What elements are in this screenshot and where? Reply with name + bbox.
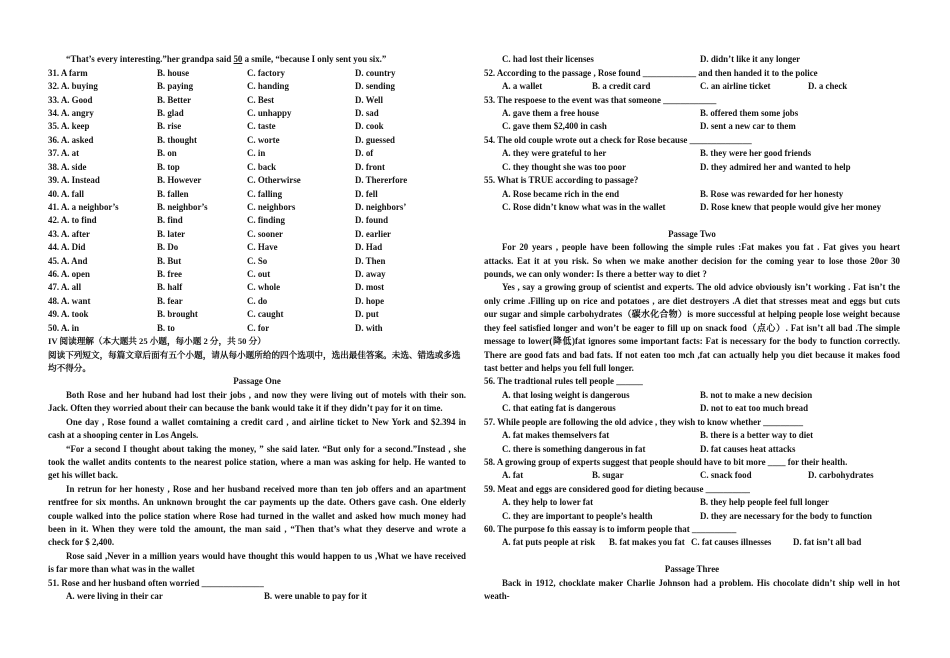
- option-a: A. they were grateful to her: [502, 148, 607, 159]
- option-text: A. Instead: [60, 175, 100, 186]
- option-text: A. Did: [60, 242, 86, 253]
- option-text: A. a neighbor’s: [60, 201, 119, 212]
- option-a: A. fat makes themselvers fat: [502, 430, 610, 441]
- option-c: C. Rose didn’t know what was in the wallet: [502, 201, 666, 212]
- option-d: D. guessed: [355, 134, 395, 145]
- question-number: 46.: [48, 269, 60, 280]
- option-a: A. that losing weight is dangerous: [502, 389, 630, 400]
- question-number: 47.: [48, 282, 60, 293]
- option-text: A. angry: [60, 107, 94, 118]
- cloze-question: [48, 308, 466, 321]
- option-text: A. Good: [60, 94, 93, 105]
- option-c: C. finding: [247, 215, 285, 226]
- paragraph-line: couple walked into the police station where Rose had turned in the wallet and asked how much money had: [48, 510, 466, 521]
- question-number: 39.: [48, 175, 60, 186]
- cloze-question: [48, 295, 466, 308]
- question-options: [484, 161, 900, 174]
- option-text: A. want: [60, 295, 91, 306]
- option-a: [48, 214, 97, 227]
- question-options: [484, 510, 900, 523]
- option-a: A. were living in their car: [66, 591, 163, 602]
- passage-title: Passage Three: [664, 564, 720, 575]
- option-text: A. buying: [60, 81, 98, 92]
- option-b: B. fat makes you fat: [609, 537, 685, 548]
- question-options: [484, 389, 900, 402]
- option-d: D. country: [355, 67, 396, 78]
- cloze-question: [48, 67, 466, 80]
- paragraph-line: Both Rose and her huband had lost their jobs , and now they were living out of motels with their son.: [66, 389, 466, 400]
- paragraph-line: check for $ 2,400.: [48, 537, 115, 548]
- cloze-text-after: a smile, “because I only sent you six.”: [242, 54, 387, 65]
- option-d: D. Then: [355, 255, 386, 266]
- option-b: B. were unable to pay for it: [264, 591, 367, 602]
- option-c: C. out: [247, 269, 271, 280]
- paragraph-line: Back in 1912, chocklate maker Charlie Johnson had a problem. His chocolate didn’t ship well in hot: [502, 577, 900, 588]
- option-text: A. at: [60, 148, 80, 159]
- cloze-question: [48, 214, 466, 227]
- option-b: B. fallen: [157, 188, 189, 199]
- cloze-question: [48, 147, 466, 160]
- option-b: B. Do: [157, 242, 179, 253]
- option-d: D. fat isn’t all bad: [793, 537, 862, 548]
- option-d: D. neighbors’: [355, 201, 407, 212]
- option-a: [48, 94, 92, 107]
- question-stem: 52. According to the passage , Rose found ____________ and then handed it to the police: [484, 67, 818, 78]
- option-c: C. an airline ticket: [700, 81, 771, 92]
- option-d: D. Rose knew that people would give her money: [700, 201, 882, 212]
- cloze-options-list: [48, 67, 466, 335]
- option-d: D. Well: [355, 94, 383, 105]
- paragraph-line: There are good fats and bad fats. If not eaten too mch ,fat can actually help you diet because it makes food: [484, 349, 900, 360]
- question-options: [484, 469, 900, 482]
- option-b: B. neighbor’s: [157, 201, 208, 212]
- option-c: C. for: [247, 322, 270, 333]
- option-b: B. thought: [157, 134, 197, 145]
- option-c: C. there is something dangerous in fat: [502, 443, 646, 454]
- option-b: B. sugar: [592, 470, 624, 481]
- option-d: D. most: [355, 282, 385, 293]
- paragraph-line: tast better and helps you fell full longer.: [484, 363, 634, 373]
- option-d: D. away: [355, 269, 386, 280]
- option-d: D. hope: [355, 295, 385, 306]
- paragraph-line: message to lower(降低)fat ignores some important facts: Fat is necessary for the body to function correctly.: [484, 336, 900, 347]
- question-number: 48.: [48, 295, 60, 306]
- paragraph: [48, 389, 466, 416]
- option-b: B. a credit card: [592, 81, 651, 92]
- option-text: A. after: [60, 228, 90, 239]
- question-options: [48, 590, 466, 603]
- option-c: C. whole: [247, 282, 281, 293]
- paragraph: [484, 577, 900, 604]
- cloze-question: [48, 188, 466, 201]
- option-a: [48, 107, 94, 120]
- question-options: [484, 536, 900, 549]
- option-c: C. handing: [247, 81, 289, 92]
- paragraph-line: get his willet back.: [48, 470, 119, 481]
- option-b: B. free: [157, 269, 182, 280]
- paragraph-line: been in it. When they were told the amount, the man said , “Then that’s what they deserve and wrote a: [48, 524, 466, 535]
- option-b: B. Better: [157, 94, 192, 105]
- paragraph: [484, 281, 900, 375]
- option-c: C. Have: [247, 242, 278, 253]
- option-text: A. to find: [60, 215, 97, 226]
- spacer: [484, 214, 900, 227]
- option-d: D. sent a new car to them: [700, 121, 796, 132]
- question-options: [484, 147, 900, 160]
- question-options: [484, 120, 900, 133]
- option-c: C. back: [247, 161, 277, 172]
- paragraph-line: only crime .Filling up on rice and potatoes , are diet destroyers .A diet that stresses meat and eggs but cuts: [484, 295, 900, 306]
- option-a: [48, 67, 88, 80]
- cloze-passage-last-sentence: [48, 53, 466, 66]
- option-a: [48, 295, 90, 308]
- option-b: B. offered them some jobs: [700, 107, 799, 118]
- option-c: C. neighbors: [247, 201, 296, 212]
- paragraph: [484, 241, 900, 281]
- option-b: B. to: [157, 322, 175, 333]
- option-a: [48, 174, 100, 187]
- paragraph-line: cash at a shooping center in Los Angels.: [48, 430, 199, 441]
- cloze-question: [48, 107, 466, 120]
- option-b: B. glad: [157, 107, 184, 118]
- option-b: B. they were her good friends: [700, 148, 812, 159]
- question-number: 37.: [48, 148, 60, 159]
- cloze-question: [48, 201, 466, 214]
- question-options: [484, 80, 900, 93]
- option-a: [48, 188, 84, 201]
- cloze-question: [48, 255, 466, 268]
- right-column: [484, 53, 900, 603]
- option-a: [48, 201, 119, 214]
- cloze-question: [48, 120, 466, 133]
- option-text: A. side: [60, 161, 87, 172]
- option-c: C. taste: [247, 121, 276, 132]
- option-a: A. Rose became rich in the end: [502, 188, 620, 199]
- paragraph-line: they feel satisfied longer and won’t be eager to fill up on snack food（点心）. Fat isn’t all bad .The simple: [484, 322, 900, 333]
- question-options: [484, 402, 900, 415]
- question-number: 33.: [48, 94, 60, 105]
- passage-title: Passage Two: [668, 228, 716, 239]
- paragraph: [48, 443, 466, 483]
- option-b: B. But: [157, 255, 182, 266]
- cloze-question: [48, 241, 466, 254]
- paragraph-line: Yes , say a growing group of scientist and experts. The old advice obviously isn’t working . Fat isn’t the: [502, 282, 900, 293]
- question-number: 50.: [48, 322, 60, 333]
- option-d: D. they admired her and wanted to help: [700, 161, 851, 172]
- option-c: C. Best: [247, 94, 275, 105]
- paragraph-line: attacks. Eat it at you risk. So when we make another decision for the coming year to lose those 20or 30: [484, 255, 900, 266]
- option-d: D. fat causes heat attacks: [700, 443, 796, 454]
- cloze-text-before: “That’s every interesting.”her grandpa said: [66, 54, 234, 65]
- option-d: D. put: [355, 309, 379, 320]
- option-b: B. top: [157, 161, 180, 172]
- option-a: A. fat: [502, 470, 524, 481]
- option-d: D. of: [355, 148, 374, 159]
- instructions-line: 阅读下列短文，每篇文章后面有五个小题，请从每小题所给的四个选项中，选出最佳答案。未选、错选或多选: [48, 349, 461, 360]
- option-a: [48, 308, 88, 321]
- option-a: A. a wallet: [502, 81, 543, 92]
- paragraph-line: In retrun for her honesty , Rose and her husband received more than ten job offers and an apartment: [66, 483, 466, 494]
- question-stem: 58. A growing group of experts suggest that people should have to bit more ____ for their health.: [484, 456, 848, 467]
- option-b: B. However: [157, 175, 202, 186]
- question-number: 41.: [48, 201, 60, 212]
- option-c: C. factory: [247, 67, 285, 78]
- cloze-question: [48, 322, 466, 335]
- option-a: [48, 268, 90, 281]
- option-d: D. Had: [355, 242, 383, 253]
- option-d: D. they are necessary for the body to function: [700, 510, 872, 521]
- cloze-question: [48, 174, 466, 187]
- cloze-question: [48, 281, 466, 294]
- option-c: C. gave them $2,400 in cash: [502, 121, 607, 132]
- option-a: [48, 161, 86, 174]
- question-number: 43.: [48, 228, 60, 239]
- option-a: [48, 120, 89, 133]
- option-a: [48, 228, 90, 241]
- question-stem: 51. Rose and her husband often worried ______________: [48, 577, 264, 588]
- option-text: A. And: [60, 255, 88, 266]
- passage-title: Passage One: [233, 376, 281, 387]
- option-d: D. carbohydrates: [808, 470, 874, 481]
- option-c: C. snack food: [700, 470, 752, 481]
- option-a: [48, 147, 79, 160]
- question-stem: 60. The purpose fo this eassay is to imform people that __________: [484, 524, 737, 535]
- option-b: B. Rose was rewarded for her honesty: [700, 188, 844, 199]
- left-column: [48, 53, 466, 603]
- question-stem: 59. Meat and eggs are considered good for dieting because __________: [484, 483, 750, 494]
- option-a: A. gave them a free house: [502, 107, 599, 118]
- paragraph-line: For 20 years , people have been following the simple rules :Fat makes you fat . Fat gives you heart: [502, 242, 900, 253]
- option-d: D. cook: [355, 121, 384, 132]
- question-options: [484, 429, 900, 442]
- paragraph: [48, 416, 466, 443]
- spacer: [484, 550, 900, 563]
- option-a: [48, 281, 81, 294]
- instructions-line: 均不得分。: [48, 363, 91, 373]
- cloze-question: [48, 80, 466, 93]
- paragraph-line: rentfree for six months. An unknown brought the car payments up the date. Others gave cash. One elderly: [48, 497, 466, 508]
- option-c: C. in: [247, 148, 266, 159]
- paragraph-line: “For a second I thought about taking the money, ” she said later. “But only for a second.”Instead , she: [66, 443, 466, 454]
- option-c: C. unhappy: [247, 107, 292, 118]
- option-d: D. with: [355, 322, 383, 333]
- option-text: A. asked: [60, 134, 94, 145]
- option-text: A farm: [60, 67, 88, 78]
- option-text: A. open: [60, 269, 90, 280]
- option-d: D. didn’t like it any longer: [700, 54, 801, 65]
- question-number: 49.: [48, 309, 60, 320]
- question-number: 34.: [48, 107, 60, 118]
- option-b: B. half: [157, 282, 183, 293]
- paragraph-line: One day , Rose found a wallet comtaining a credit card , and airline ticket to New York and $2.394 in: [66, 416, 466, 427]
- option-c: C. they are important to people’s health: [502, 510, 653, 521]
- option-d: D. sad: [355, 107, 379, 118]
- paragraph-line: took the wallet andits contents to the nearest police station, where a man was asking for help. He wanted to: [48, 456, 466, 467]
- paragraph-line: Rose said ,Never in a million years would have thought this would happen to us ,What we have received: [66, 550, 466, 561]
- cloze-question: [48, 94, 466, 107]
- question-stem: 57. While people are following the old advice , they wish to know whether _________: [484, 416, 804, 427]
- option-a: [48, 255, 87, 268]
- option-d: D. earlier: [355, 228, 391, 239]
- question-stem: 53. The respoese to the event was that someone ____________: [484, 94, 717, 105]
- option-c: C. caught: [247, 309, 284, 320]
- option-c: C. falling: [247, 188, 283, 199]
- option-a: [48, 80, 98, 93]
- question-options: [484, 53, 900, 66]
- cloze-question: [48, 268, 466, 281]
- cloze-question: [48, 228, 466, 241]
- option-b: B. brought: [157, 309, 198, 320]
- question-number: 40.: [48, 188, 60, 199]
- option-b: B. they help people feel full longer: [700, 497, 829, 508]
- question-number: 38.: [48, 161, 60, 172]
- paragraph-line: pounds, we can only wonder: Is there a better way to diet ?: [484, 269, 707, 280]
- paragraph: [48, 483, 466, 550]
- option-c: C. do: [247, 295, 268, 306]
- option-d: D. sending: [355, 81, 395, 92]
- option-text: A. took: [60, 309, 89, 320]
- option-b: B. not to make a new decision: [700, 389, 813, 400]
- option-c: C. that eating fat is dangerous: [502, 403, 616, 414]
- option-text: A. fall: [60, 188, 84, 199]
- option-b: B. house: [157, 67, 190, 78]
- option-c: C. worte: [247, 134, 280, 145]
- option-d: D. a check: [808, 81, 848, 92]
- question-options: [484, 443, 900, 456]
- question-number: 35.: [48, 121, 60, 132]
- question-number: 42.: [48, 215, 60, 226]
- paragraph-line: Jack. Often they worried about their can because the bank would take it if they didn’t pay for it on time.: [48, 403, 443, 414]
- question-stem: 54. The old couple wrote out a check for Rose because ______________: [484, 134, 752, 145]
- question-number: 44.: [48, 242, 60, 253]
- question-number: 45.: [48, 255, 60, 266]
- question-number: 31.: [48, 67, 60, 78]
- paragraph-line: weath-: [484, 591, 510, 602]
- paragraph: [48, 550, 466, 577]
- cloze-question: [48, 134, 466, 147]
- option-c: C. So: [247, 255, 268, 266]
- blank-number: 50: [233, 54, 243, 65]
- question-options: [484, 107, 900, 120]
- option-b: B. on: [157, 148, 177, 159]
- option-a: [48, 322, 79, 335]
- option-text: A. in: [60, 322, 80, 333]
- option-a: A. they help to lower fat: [502, 497, 594, 508]
- question-stem: 55. What is TRUE according to passage?: [484, 175, 639, 186]
- option-b: B. paying: [157, 81, 194, 92]
- option-a: [48, 134, 93, 147]
- question-number: 36.: [48, 134, 60, 145]
- cloze-question: [48, 161, 466, 174]
- option-b: B. fear: [157, 295, 183, 306]
- option-text: A. all: [60, 282, 82, 293]
- option-c: C. they thought she was too poor: [502, 161, 627, 172]
- option-b: B. find: [157, 215, 183, 226]
- option-b: B. there is a better way to diet: [700, 430, 814, 441]
- option-a: A. fat puts people at risk: [502, 537, 596, 548]
- option-c: C. sooner: [247, 228, 283, 239]
- question-options: [484, 188, 900, 201]
- question-options: [484, 496, 900, 509]
- option-d: D. fell: [355, 188, 378, 199]
- option-c: C. had lost their licenses: [502, 54, 594, 65]
- option-d: D. Thererfore: [355, 175, 408, 186]
- question-number: 32.: [48, 81, 60, 92]
- option-c: C. Otherwirse: [247, 175, 301, 186]
- option-b: B. later: [157, 228, 186, 239]
- paragraph-line: our sugar and simple carbohydrates（碳水化合物）is more successful at helping people lose weight because: [484, 309, 900, 320]
- option-d: D. found: [355, 215, 389, 226]
- section-heading: IV 阅读理解（本大题共 25 小题，每小题 2 分，共 50 分）: [48, 336, 266, 347]
- option-text: A. keep: [60, 121, 90, 132]
- question-options: [484, 201, 900, 214]
- question-stem: 56. The tradtional rules tell people ______: [484, 376, 643, 387]
- option-c: C. fat causes illnesses: [691, 537, 772, 548]
- option-d: D. front: [355, 161, 385, 172]
- option-d: D. not to eat too much bread: [700, 403, 809, 414]
- option-b: B. rise: [157, 121, 182, 132]
- paragraph-line: is far more than what was in the wallet: [48, 564, 195, 575]
- option-a: [48, 241, 86, 254]
